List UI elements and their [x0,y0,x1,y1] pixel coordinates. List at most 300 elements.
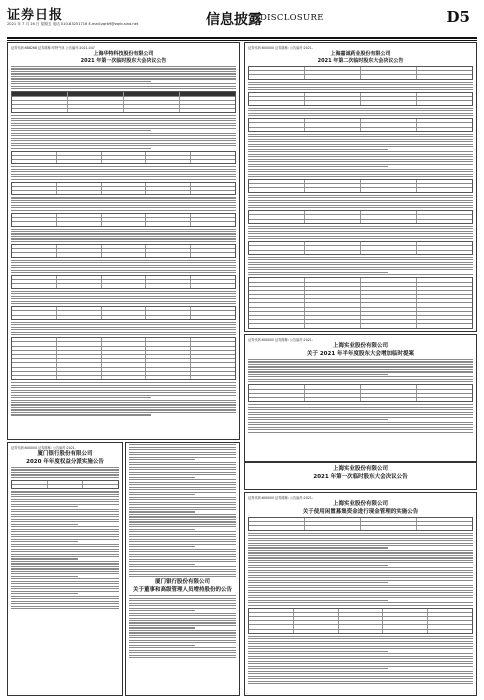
text-line [11,534,119,535]
table-cell [191,316,235,319]
table-cell [83,481,118,484]
text-line [11,329,236,330]
table-cell [361,93,417,96]
table-cell [305,215,361,218]
table-cell [48,485,84,488]
table-cell [146,284,191,287]
table-cell [57,249,102,252]
text-line [248,169,473,170]
text-line [11,506,78,507]
text-line [248,379,473,380]
text-line [248,427,473,428]
text-line [11,601,119,602]
text-line [248,562,473,563]
text-line [11,140,236,141]
table-cell [294,613,339,616]
table-cell [249,71,305,74]
table-cell [249,242,305,245]
table-row [249,324,472,327]
announcement-shiye-proposal [244,334,477,462]
table-cell [249,390,305,393]
text-line [129,620,236,621]
table-cell [12,214,57,217]
text-line [248,141,473,142]
text-line [11,322,236,323]
text-line [248,269,473,270]
text-line [248,653,473,654]
table-cell [249,184,305,187]
table-cell [102,183,147,186]
table-cell [249,246,305,249]
text-line [129,569,236,570]
text-line [11,514,119,515]
text-line [11,143,236,144]
table-cell [417,246,472,249]
text-lines [245,533,476,606]
text-line [248,643,473,644]
text-line [129,454,236,455]
text-line [11,238,236,239]
text-line [11,145,236,146]
text-line [248,166,388,167]
table-cell [12,191,57,194]
table-cell [361,394,417,397]
announcement-company: 厦门银行股份有限公司 [37,451,93,457]
text-line [248,274,473,275]
announcement-company: 上海实业股份有限公司 [332,501,388,507]
data-table [11,182,236,196]
text-line [11,148,151,149]
text-lines [8,166,239,180]
table-cell [305,385,361,388]
data-table [248,277,473,328]
table-row [249,128,472,131]
table-cell [305,316,361,319]
table-cell [305,390,361,393]
table-cell [383,630,428,633]
text-line [248,552,473,553]
newspaper-logo: 证券日报 [7,8,64,23]
announcement-code: 证券代码:600000 证券简称: 公告编号:2021- [11,446,76,450]
text-line [11,596,119,597]
text-line [11,202,236,203]
text-line [11,267,236,268]
text-line [248,200,473,201]
table-cell [417,211,472,214]
table-cell [57,307,102,310]
table-cell [146,276,191,279]
announcement-title: 2021 年第二次临时股东大会决议公告 [317,58,404,64]
table-row [12,284,235,287]
text-lines [8,491,122,609]
table-cell [305,308,361,311]
text-line [11,382,236,383]
data-table [11,244,236,258]
section-title: 信息披露 [206,12,262,28]
text-line [129,514,236,515]
announcement-body-lower [126,595,239,658]
text-line [248,595,473,596]
text-line [248,582,388,583]
table-cell [249,123,305,126]
text-line [11,210,236,211]
text-line [129,571,236,572]
text-line [129,650,236,651]
text-line [129,524,236,525]
table-row [249,101,472,104]
data-table [11,480,119,489]
table-cell [12,249,57,252]
table-cell [417,526,472,529]
text-line [11,591,119,592]
table-cell [361,316,417,319]
table-cell [102,363,147,366]
table-cell [102,342,147,345]
text-lines [8,115,239,148]
table-cell [361,312,417,315]
table-cell [417,518,472,521]
table-cell [102,160,147,163]
table-cell [305,184,361,187]
text-line [129,499,236,500]
text-line [248,656,473,657]
table-cell [191,214,235,217]
text-line [248,543,473,544]
table-cell [68,97,124,100]
table-cell [191,284,235,287]
table-cell [146,253,191,256]
table-cell [417,71,472,74]
table-cell [249,625,294,628]
text-line [11,176,236,177]
table-cell [191,160,235,163]
table-cell [102,284,147,287]
table-cell [417,188,472,191]
table-row [249,75,472,78]
table-cell [48,481,84,484]
text-line [248,417,473,418]
text-line [248,161,473,162]
table-cell [249,93,305,96]
text-line [129,546,195,547]
text-lines [126,444,239,577]
table-cell [294,621,339,624]
text-line [11,397,151,398]
table-cell [305,180,361,183]
table-cell [12,284,57,287]
text-line [248,570,473,571]
text-line [11,390,236,391]
text-line [248,267,473,268]
text-line [129,474,236,475]
table-cell [361,385,417,388]
text-line [129,600,236,601]
text-line [11,524,78,525]
text-line [248,409,473,410]
text-line [129,554,236,555]
table-cell [191,218,235,221]
table-cell [102,338,147,341]
table-cell [305,188,361,191]
table-cell [417,398,472,401]
announcement-code: 证券代码:600000 证券简称: 公告编号:2021- [248,496,313,500]
table-cell [361,220,417,223]
text-line [248,154,473,155]
text-line [11,598,119,599]
text-line [248,236,473,237]
table-cell [417,67,472,70]
table-cell [191,342,235,345]
data-table [11,275,236,289]
table-cell [361,180,417,183]
table-cell [361,215,417,218]
table-row [12,316,235,319]
table-cell [428,613,472,616]
table-cell [417,119,472,122]
announcement-xiamen-holding [125,442,240,696]
text-line [11,179,236,180]
text-line [129,613,236,614]
text-line [11,291,236,292]
data-table [248,92,473,106]
text-lines [245,226,476,240]
announcement-title: 2021 年第一次临时股东大会决议公告 [80,58,167,64]
table-row [249,630,472,633]
table-cell [361,522,417,525]
table-cell [102,280,147,283]
text-line [11,76,236,77]
text-line [11,467,119,468]
text-line [248,540,473,541]
text-line [11,324,236,325]
table-cell [102,351,147,354]
table-cell [361,188,417,191]
table-cell [305,303,361,306]
table-cell [191,372,235,375]
text-line [11,327,236,328]
table-cell [305,211,361,214]
text-line [248,545,473,546]
table-cell [191,249,235,252]
data-table [248,210,473,224]
table-cell [57,156,102,159]
data-table [248,118,473,132]
text-line [129,462,236,463]
announcement-company: 上海华特科技股份有限公司 [93,51,154,57]
text-line [129,657,236,658]
text-line [248,636,473,637]
table-cell [191,191,235,194]
table-cell [191,338,235,341]
text-line [248,110,473,111]
data-table [11,306,236,320]
table-cell [249,617,294,620]
text-line [11,583,119,584]
table-cell [249,67,305,70]
table-cell [146,280,191,283]
text-line [129,534,236,535]
text-line [248,226,473,227]
text-line [11,499,119,500]
table-cell [124,105,180,108]
text-line [248,176,473,177]
table-cell [146,376,191,379]
text-line [11,265,236,266]
text-line [11,68,236,69]
text-line [11,303,236,304]
text-line [11,549,119,550]
text-line [129,645,195,646]
text-line [11,301,236,302]
table-cell [124,97,180,100]
table-row [12,191,235,194]
text-lines [8,322,239,336]
table-cell [417,295,472,298]
table-cell [249,291,305,294]
text-line [129,497,236,498]
text-line [11,469,119,470]
text-line [11,81,151,82]
table-cell [57,218,102,221]
text-line [129,479,236,480]
text-line [129,484,236,485]
text-line [11,554,119,555]
text-line [248,381,473,382]
text-line [129,489,236,490]
table-cell [57,372,102,375]
table-cell [305,119,361,122]
table-row [12,222,235,225]
table-row [12,160,235,163]
table-cell [68,92,124,95]
text-line [11,174,236,175]
table-cell [383,621,428,624]
table-cell [305,324,361,327]
text-line [248,658,473,659]
table-cell [361,390,417,393]
text-lines [8,467,122,478]
text-line [11,556,119,557]
table-cell [146,372,191,375]
table-cell [57,342,102,345]
table-cell [417,128,472,131]
table-cell [146,359,191,362]
text-line [248,600,388,601]
table-cell [305,93,361,96]
announcement-body [8,66,239,416]
table-cell [12,280,57,283]
text-line [11,166,236,167]
table-cell [383,617,428,620]
table-cell [12,368,57,371]
text-line [11,207,236,208]
announcement-body [245,517,476,684]
table-cell [191,368,235,371]
table-cell [294,617,339,620]
table-cell [124,109,180,112]
table-cell [191,253,235,256]
text-line [248,262,473,263]
text-line [129,444,236,445]
table-row [249,220,472,223]
text-line [248,202,473,203]
table-cell [102,316,147,319]
table-row [249,398,472,401]
text-line [248,422,473,423]
announcement-title: 2020 年年度权益分派实施公告 [26,458,104,465]
table-cell [191,280,235,283]
table-cell [12,338,57,341]
table-cell [361,283,417,286]
table-cell [361,287,417,290]
text-line [11,496,119,497]
table-cell [361,518,417,521]
text-line [11,551,119,552]
table-row [12,485,118,488]
text-line [248,547,388,548]
table-cell [12,245,57,248]
text-line [129,632,236,633]
table-cell [417,394,472,397]
text-line [129,559,236,560]
table-cell [146,342,191,345]
table-cell [12,105,68,108]
text-line [248,231,473,232]
table-cell [191,359,235,362]
table-cell [180,97,235,100]
text-line [248,592,473,593]
text-line [129,627,195,628]
text-line [11,606,119,607]
table-row [12,376,235,379]
table-cell [417,101,472,104]
table-cell [12,351,57,354]
table-cell [57,152,102,155]
text-line [129,576,236,577]
table-cell [191,222,235,225]
table-cell [12,481,48,484]
table-cell [102,187,147,190]
table-cell [249,287,305,290]
table-cell [191,276,235,279]
text-line [248,572,473,573]
text-lines [8,197,239,211]
table-row [249,526,472,529]
table-cell [249,251,305,254]
table-cell [305,128,361,131]
text-line [129,519,236,520]
text-line [248,151,473,152]
text-line [248,366,473,367]
table-cell [417,215,472,218]
text-line [11,120,236,121]
announcement-title: 关于董事和高级管理人员增持股份的公告 [132,586,232,593]
table-cell [428,609,472,612]
text-line [248,159,473,160]
text-lines [8,66,239,89]
text-line [11,531,119,532]
table-cell [57,253,102,256]
table-cell [146,191,191,194]
text-line [248,671,473,672]
table-row [249,188,472,191]
data-table [248,608,473,634]
table-cell [361,324,417,327]
text-line [11,526,119,527]
text-line [248,146,473,147]
table-cell [305,71,361,74]
text-line [248,272,388,273]
